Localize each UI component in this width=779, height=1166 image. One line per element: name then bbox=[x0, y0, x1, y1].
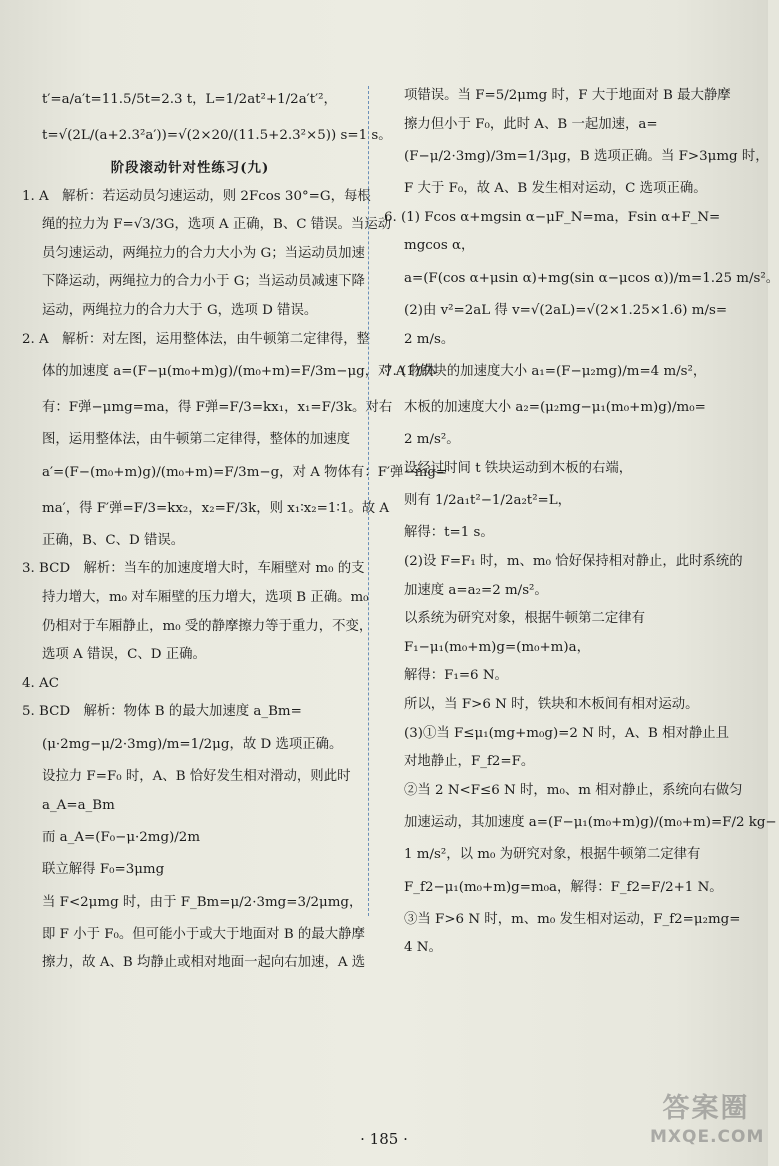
text-line: mgcos α， bbox=[404, 238, 475, 254]
text-line: 加速度 a=a₂=2 m/s²。 bbox=[404, 582, 548, 598]
text-line: 2 m/s。 bbox=[404, 331, 455, 347]
watermark-url: MXQE.COM bbox=[650, 1127, 765, 1147]
text-line: 擦力，故 A、B 均静止或相对地面一起向右加速，A 选 bbox=[42, 955, 366, 971]
text-line: 4 N。 bbox=[404, 940, 442, 956]
text-line: 对地静止，F_f2=F。 bbox=[404, 754, 535, 770]
text-line: 项错误。当 F=5/2μmg 时，F 大于地面对 B 最大静摩 bbox=[404, 88, 731, 103]
text-line: 正确，B、C、D 错误。 bbox=[42, 532, 185, 548]
text-line: (F−μ/2·3mg)/3m=1/3μg，B 选项正确。当 F>3μmg 时， bbox=[404, 149, 769, 165]
text-line: F_f2−μ₁(m₀+m)g=m₀a，解得：F_f2=F/2+1 N。 bbox=[404, 879, 723, 895]
text-line: (3)①当 F≤μ₁(mg+m₀g)=2 N 时，A、B 相对静止且 bbox=[404, 725, 730, 741]
text-line: 擦力但小于 F₀，此时 A、B 一起加速，a= bbox=[404, 116, 658, 132]
text-line: 2. A 解析：对左图，运用整体法，由牛顿第二定律得，整 bbox=[22, 331, 371, 347]
text-line: (2)由 v²=2aL 得 v=√(2aL)=√(2×1.25×1.6) m/s= bbox=[404, 302, 728, 318]
text-line: 则有 1/2a₁t²−1/2a₂t²=L， bbox=[404, 493, 572, 509]
text-line: a_A=a_Bm bbox=[42, 797, 115, 813]
text-line: 员匀速运动，两绳拉力的合力大小为 G；当运动员加速 bbox=[42, 245, 365, 261]
page-number: · 185 · bbox=[360, 1130, 408, 1148]
text-line: ②当 2 N<F≤6 N 时，m₀、m 相对静止，系统向右做匀 bbox=[404, 782, 743, 798]
text-line: 3. BCD 解析：当车的加速度增大时，车厢壁对 m₀ 的支 bbox=[22, 561, 365, 577]
text-line: 加速运动，其加速度 a=(F−μ₁(m₀+m)g)/(m₀+m)=F/2 kg− bbox=[404, 815, 777, 831]
text-line: 设拉力 F=F₀ 时，A、B 恰好发生相对滑动，则此时 bbox=[42, 768, 351, 784]
text-line: (2)设 F=F₁ 时，m、m₀ 恰好保持相对静止，此时系统的 bbox=[404, 553, 743, 569]
text-line: 5. BCD 解析：物体 B 的最大加速度 a_Bm= bbox=[22, 704, 302, 720]
text-line: ma′，得 F′弹=F/3=kx₂，x₂=F/3k，则 x₁∶x₂=1∶1。故 A bbox=[42, 500, 390, 516]
text-line: 2 m/s²。 bbox=[404, 432, 460, 448]
text-line: 即 F 小于 F₀。但可能小于或大于地面对 B 的最大静摩 bbox=[42, 926, 365, 942]
text-line: 有：F弹−μmg=ma，得 F弹=F/3=kx₁，x₁=F/3k。对右 bbox=[42, 400, 393, 416]
text-line: 4. AC bbox=[22, 675, 59, 691]
text-line: a′=(F−(m₀+m)g)/(m₀+m)=F/3m−g，对 A 物体有：F′弹−mg= bbox=[42, 464, 448, 480]
watermark-logo bbox=[650, 1092, 765, 1158]
text-line: 6. (1) Fcos α+mgsin α−μF_N=ma，Fsin α+F_N= bbox=[384, 209, 721, 225]
text-line: 以系统为研究对象，根据牛顿第二定律有 bbox=[404, 611, 646, 627]
column-divider bbox=[368, 86, 369, 916]
text-line: 解得：F₁=6 N。 bbox=[404, 668, 508, 684]
text-line: 联立解得 F₀=3μmg bbox=[42, 862, 165, 878]
right-column bbox=[384, 82, 779, 963]
text-line: 解得：t=1 s。 bbox=[404, 525, 494, 541]
text-line: 图，运用整体法，由牛顿第二定律得，整体的加速度 bbox=[42, 432, 350, 448]
text-line: a=(F(cos α+μsin α)+mg(sin α−μcos α))/m=1.25 m/s²。 bbox=[404, 270, 779, 286]
text-line: F 大于 F₀，故 A、B 发生相对运动，C 选项正确。 bbox=[404, 181, 707, 197]
text-line: (μ·2mg−μ/2·3mg)/m=1/2μg，故 D 选项正确。 bbox=[42, 736, 343, 752]
text-line: 下降运动，两绳拉力的合力小于 G；当运动员减速下降 bbox=[42, 274, 365, 290]
text-line: 木板的加速度大小 a₂=(μ₂mg−μ₁(m₀+m)g)/m₀= bbox=[404, 400, 706, 416]
text-line: 绳的拉力为 F=√3/3G，选项 A 正确，B、C 错误。当运动 bbox=[42, 217, 392, 233]
text-line: t=√(2L/(a+2.3²a′))=√(2×20/(11.5+2.3²×5)) s=1 s。 bbox=[42, 128, 392, 143]
text-line: 所以，当 F>6 N 时，铁块和木板间有相对运动。 bbox=[404, 696, 699, 712]
section-title: 阶段滚动针对性练习(九) bbox=[110, 160, 270, 176]
text-line: 持力增大，m₀ 对车厢壁的压力增大，选项 B 正确。m₀ bbox=[42, 589, 369, 605]
text-line: 1. A 解析：若运动员匀速运动，则 2Fcos 30°=G，每根 bbox=[22, 188, 371, 204]
text-line: 而 a_A=(F₀−μ·2mg)/2m bbox=[42, 830, 201, 846]
text-line: 运动，两绳拉力的合力大于 G，选项 D 错误。 bbox=[42, 302, 318, 318]
text-line: 设经过时间 t 铁块运动到木板的右端， bbox=[404, 460, 633, 476]
text-line: t′=a/a′t=11.5/5t=2.3 t，L=1/2at²+1/2a′t′²， bbox=[42, 92, 337, 107]
text-line: 7. (1)铁块的加速度大小 a₁=(F−μ₂mg)/m=4 m/s²， bbox=[384, 364, 707, 380]
text-line: 仍相对于车厢静止，m₀ 受的静摩擦力等于重力，不变， bbox=[42, 618, 373, 634]
text-line: 1 m/s²，以 m₀ 为研究对象，根据牛顿第二定律有 bbox=[404, 847, 701, 863]
text-line: 选项 A 错误，C、D 正确。 bbox=[42, 647, 206, 663]
text-line: 体的加速度 a=(F−μ(m₀+m)g)/(m₀+m)=F/3m−μg，对 A 物体 bbox=[42, 364, 437, 380]
text-line: ③当 F>6 N 时，m、m₀ 发生相对运动，F_f2=μ₂mg= bbox=[404, 911, 741, 927]
watermark-title: 答案圈 bbox=[662, 1093, 750, 1124]
text-line: F₁−μ₁(m₀+m)g=(m₀+m)a， bbox=[404, 639, 590, 655]
text-line: 当 F<2μmg 时，由于 F_Bm=μ/2·3mg=3/2μmg， bbox=[42, 894, 363, 910]
